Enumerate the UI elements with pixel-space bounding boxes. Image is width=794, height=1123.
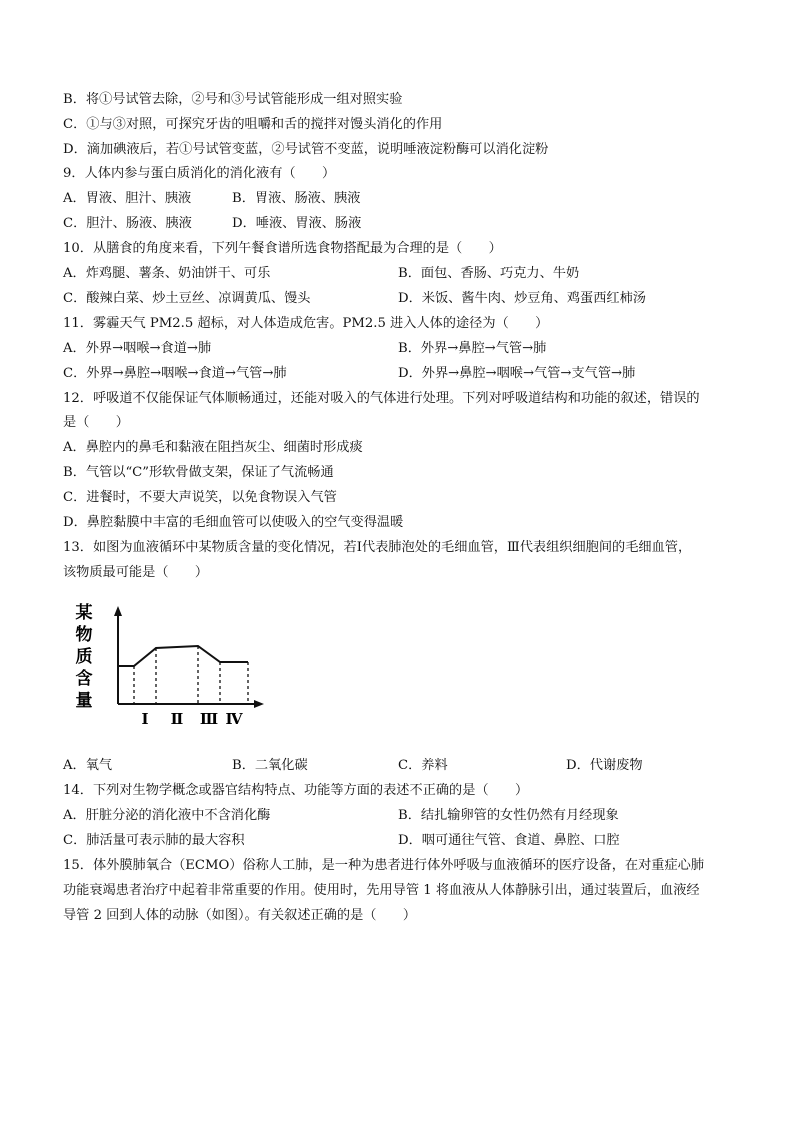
q15-stem-line2: 功能衰竭患者治疗中起着非常重要的作用。使用时，先用导管 1 将血液从人体静脉引出，通过装置后，血液经 — [63, 883, 700, 898]
q12-option-c: C．进餐时，不要大声说笑，以免食物误入气管 — [63, 490, 337, 505]
x-tick-label-1: Ⅰ — [141, 710, 149, 728]
y-label-char-0: 某 — [75, 603, 93, 623]
q11-option-b: B．外界→鼻腔→气管→肺 — [398, 341, 547, 356]
q9-option-a: A．胃液、胆汁、胰液 — [63, 191, 192, 206]
y-label-char-1: 物 — [75, 625, 93, 645]
q11-option-a: A．外界→咽喉→食道→肺 — [63, 341, 212, 356]
q13-stem-line2: 该物质最可能是（ ） — [63, 565, 209, 580]
q13-option-a: A．氧气 — [63, 758, 113, 773]
q9-option-b: B．胃液、肠液、胰液 — [232, 191, 361, 206]
y-label-char-4: 量 — [75, 691, 93, 711]
q11-option-d: D．外界→鼻腔→咽喉→气管→支气管→肺 — [398, 366, 636, 381]
q12-option-b: B．气管以“C”形软骨做支架，保证了气流畅通 — [63, 465, 334, 480]
x-tick-label-4: Ⅳ — [225, 710, 243, 728]
y-axis-label — [76, 603, 93, 711]
x-axis-arrow — [254, 700, 264, 708]
q13-option-d: D．代谢废物 — [566, 758, 643, 773]
q11-stem: 11．雾霾天气 PM2.5 超标，对人体造成危害。PM2.5 进入人体的途径为（ ） — [63, 316, 549, 331]
q13-option-b: B．二氧化碳 — [232, 758, 308, 773]
q14-option-d: D．咽可通往气管、食道、鼻腔、口腔 — [398, 833, 620, 848]
q12-option-a: A．鼻腔内的鼻毛和黏液在阻挡灰尘、细菌时形成痰 — [63, 440, 363, 455]
q13-stem-line1: 13．如图为血液循环中某物质含量的变化情况，若Ⅰ代表肺泡处的毛细血管，Ⅲ代表组织细胞间的毛细血管， — [63, 540, 692, 555]
q9-option-c: C．胆汁、肠液、胰液 — [63, 216, 192, 231]
q9-option-d: D．唾液、胃液、肠液 — [232, 216, 362, 231]
q15-stem-line3: 导管 2 回到人体的动脉（如图）。有关叙述正确的是（ ） — [63, 908, 417, 923]
q8-option-c: C．①与③对照，可探究牙齿的咀嚼和舌的搅拌对馒头消化的作用 — [63, 117, 443, 132]
q12-option-d: D．鼻腔黏膜中丰富的毛细血管可以使吸入的空气变得温暖 — [63, 515, 404, 530]
q12-stem-line1: 12．呼吸道不仅能保证气体顺畅通过，还能对吸入的气体进行处理。下列对呼吸道结构和功能的叙述，错误的 — [63, 391, 700, 406]
q10-option-b: B．面包、香肠、巧克力、牛奶 — [398, 266, 580, 281]
y-axis-arrow — [114, 606, 122, 616]
q10-option-a: A．炸鸡腿、薯条、奶油饼干、可乐 — [63, 266, 271, 281]
substance-content-chart — [70, 600, 270, 735]
q11-option-c: C．外界→鼻腔→咽喉→食道→气管→肺 — [63, 366, 287, 381]
q14-option-a: A．肝脏分泌的消化液中不含消化酶 — [63, 808, 271, 823]
x-tick-label-2: Ⅱ — [170, 710, 184, 728]
q14-option-b: B．结扎输卵管的女性仍然有月经现象 — [398, 808, 619, 823]
q8-option-b: B．将①号试管去除，②号和③号试管能形成一组对照实验 — [63, 92, 403, 107]
q15-stem-line1: 15．体外膜肺氧合（ECMO）俗称人工肺，是一种为患者进行体外呼吸与血液循环的医疗设备，在对重症心肺 — [63, 858, 705, 873]
x-tick-label-3: Ⅲ — [199, 710, 219, 728]
q14-stem: 14．下列对生物学概念或器官结构特点、功能等方面的表述不正确的是（ ） — [63, 783, 529, 798]
q10-stem: 10．从膳食的角度来看，下列午餐食谱所选食物搭配最为合理的是（ ） — [63, 241, 502, 256]
q10-option-c: C．酸辣白菜、炒土豆丝、凉调黄瓜、馒头 — [63, 291, 311, 306]
q13-option-c: C．养料 — [398, 758, 448, 773]
q10-option-d: D．米饭、酱牛肉、炒豆角、鸡蛋西红柿汤 — [398, 291, 646, 306]
q8-option-d: D．滴加碘液后，若①号试管变蓝，②号试管不变蓝，说明唾液淀粉酶可以消化淀粉 — [63, 142, 549, 157]
content-curve — [118, 646, 248, 666]
q14-option-c: C．肺活量可表示肺的最大容积 — [63, 833, 245, 848]
q9-stem: 9．人体内参与蛋白质消化的消化液有（ ） — [63, 166, 336, 181]
y-label-char-3: 含 — [75, 669, 93, 689]
y-label-char-2: 质 — [75, 647, 93, 667]
q12-stem-line2: 是（ ） — [63, 415, 129, 430]
